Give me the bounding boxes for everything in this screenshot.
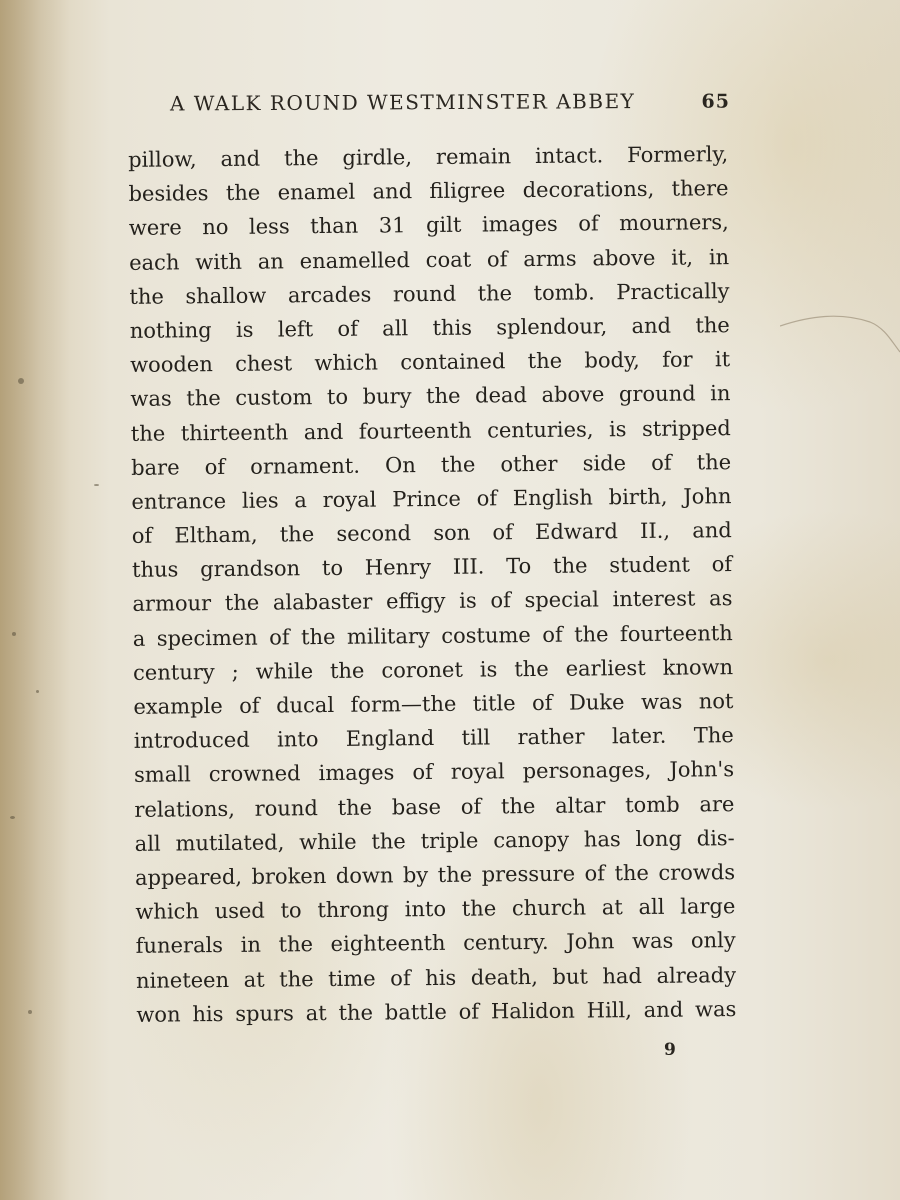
text-line: was the custom to bury the dead above ground in xyxy=(130,381,731,412)
text-line: won his spurs at the battle of Halidon Hill, and was xyxy=(136,996,737,1027)
text-line: small crowned images of royal personages, John's xyxy=(133,757,735,788)
text-line: century ; while the coronet is the earliest known xyxy=(132,654,734,685)
text-line: which used to throng into the church at all large xyxy=(135,894,736,924)
text-line: were no less than 31 gilt images of mourners, xyxy=(128,210,729,241)
text-line: of Eltham, the second son of Edward II., and xyxy=(131,518,732,548)
text-line: introduced into England till rather later. The xyxy=(133,723,734,754)
signature-mark: 9 xyxy=(664,1040,676,1060)
text-line: each with an enamelled coat of arms above it, in xyxy=(129,244,730,275)
text-line: example of ducal form—the title of Duke was not xyxy=(133,689,734,719)
text-line: all mutilated, while the triple canopy has long dis- xyxy=(134,825,735,856)
running-title: A WALK ROUND WESTMINSTER ABBEY xyxy=(169,89,636,116)
foxing-speck xyxy=(10,816,15,819)
text-line: a specimen of the military costume of the fourteenth xyxy=(132,620,733,651)
text-line: armour the alabaster effigy is of special interest as xyxy=(132,586,733,617)
text-line: entrance lies a royal Prince of English birth, John xyxy=(131,483,732,514)
paper-crease xyxy=(780,312,900,362)
running-head xyxy=(170,89,730,124)
text-line: wooden chest which contained the body, for it xyxy=(130,347,731,377)
text-line: appeared, broken down by the pressure of the crowds xyxy=(134,860,736,890)
text-line: besides the enamel and filigree decorations, there xyxy=(128,176,729,207)
page-number: 65 xyxy=(701,90,731,113)
text-line: funerals in the eighteenth century. John was only xyxy=(135,928,736,959)
body-text xyxy=(128,137,737,1032)
foxing-speck xyxy=(94,484,99,486)
text-line: nineteen at the time of his death, but had already xyxy=(135,962,737,993)
text-line: the thirteenth and fourteenth centuries, is stripped xyxy=(130,415,731,446)
foxing-speck xyxy=(12,632,16,636)
text-line: the shallow arcades round the tomb. Practically xyxy=(129,278,730,309)
foxing-speck xyxy=(28,1010,32,1014)
text-line: relations, round the base of the altar tomb are xyxy=(134,791,735,822)
text-line: thus grandson to Henry III. To the student of xyxy=(131,552,733,583)
foxing-speck xyxy=(18,378,24,384)
text-line: pillow, and the girdle, remain intact. Formerly, xyxy=(128,142,729,172)
text-line: nothing is left of all this splendour, and the xyxy=(129,313,730,343)
foxing-speck xyxy=(36,690,39,693)
text-line: bare of ornament. On the other side of the xyxy=(131,449,732,480)
spine-shadow xyxy=(0,0,70,1200)
